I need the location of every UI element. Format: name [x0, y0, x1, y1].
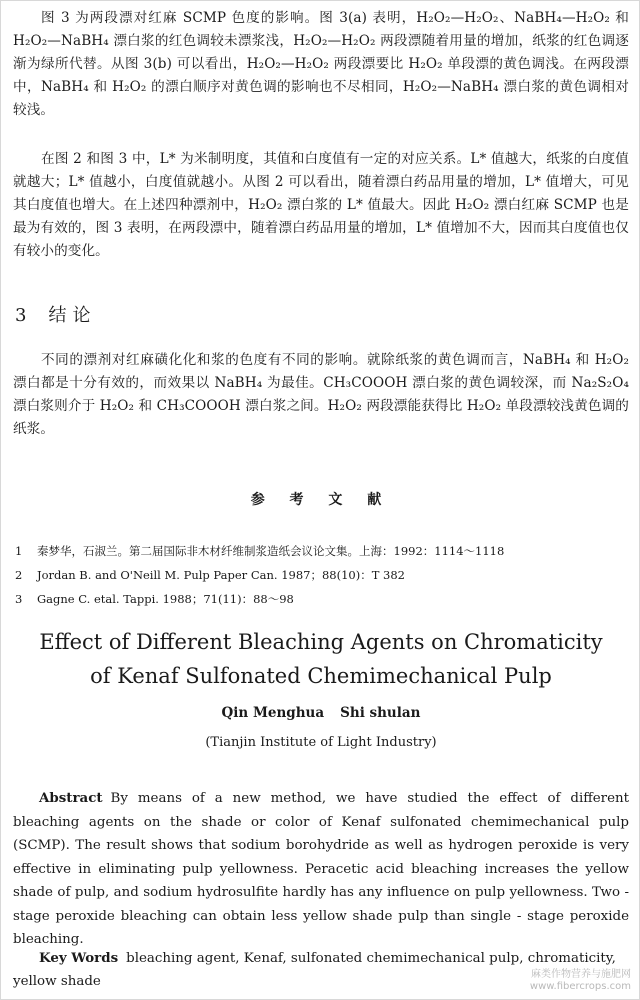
- reference-item: [15, 539, 627, 563]
- author-2: Shi shulan: [340, 705, 421, 721]
- reference-number: 2: [15, 568, 23, 582]
- references-title: 参 考 文 献: [250, 492, 392, 508]
- paragraph-figure3-discussion: 图 3 为两段漂对红麻 SCMP 色度的影响。图 3(a) 表明，H₂O₂—H₂O₂、NaBH₄—H₂O₂ 和 H₂O₂—NaBH₄ 漂白浆的红色调较未漂浆浅，H₂O₂—H₂O₂ 两段漂随着用量的增加，纸浆的红色调逐渐为绿所代替。从图 3(b) 可以看出，H₂O₂—H₂O₂ 两段漂要比 H₂O₂ 单段漂的黄色调浅。在两段漂中，NaBH₄ 和 H₂O₂ 的漂白顺序对黄色调的影响也不尽相同，H₂O₂—NaBH₄ 漂白浆的黄色调相对较浅。: [13, 10, 629, 118]
- english-title: [1, 625, 640, 693]
- reference-text: 秦梦华，石淑兰。第二届国际非木材纤维制浆造纸会议论文集。上海：1992：1114～1118: [37, 544, 505, 558]
- watermark-line2: www.fibercrops.com: [529, 981, 631, 992]
- reference-text: Jordan B. and O'Neill M. Pulp Paper Can. 1987；88(10)：T 382: [37, 568, 405, 582]
- reference-item: [15, 563, 627, 587]
- keywords-text: bleaching agent, Kenaf, sulfonated chemimechanical pulp, chromaticity, yellow shade: [13, 951, 616, 989]
- section-number: 3: [15, 305, 27, 326]
- author-1: Qin Menghua: [221, 705, 325, 721]
- references-list: [15, 539, 627, 611]
- keywords-label: Key Words: [39, 950, 119, 966]
- abstract-text: By means of a new method, we have studied the effect of different bleaching agents on the shade or color of Kenaf sulfonated chemimechanical pulp (SCMP). The result shows that sodium borohydride as well as hydrogen peroxide is very effective in eliminating pulp yellowness. Peracetic acid bleaching increases the yellow shade of pulp, and sodium hydrosulfite hardly has any influence on pulp yellowness. Two - stage peroxide bleaching can obtain less yellow shade pulp than single - stage peroxide bleaching.: [13, 791, 629, 947]
- section-heading-conclusion: [15, 301, 96, 327]
- english-title-line1: Effect of Different Bleaching Agents on Chromaticity: [39, 630, 603, 654]
- paragraph-conclusion: 不同的漂剂对红麻磺化化和浆的色度有不同的影响。就除纸浆的黄色调而言，NaBH₄ 和 H₂O₂ 漂白都是十分有效的，而效果以 NaBH₄ 为最佳。CH₃COOOH 漂白浆的黄色调较深，而 Na₂S₂O₄ 漂白浆则介于 H₂O₂ 和 CH₃COOOH 漂白浆之间。H₂O₂ 两段漂能获得比 H₂O₂ 单段漂较浅黄色调的纸浆。: [13, 352, 629, 437]
- abstract-label: Abstract: [39, 790, 103, 806]
- reference-text: Gagne C. etal. Tappi. 1988；71(11)：88～98: [37, 592, 294, 606]
- reference-item: [15, 587, 627, 611]
- section-title: 结论: [48, 305, 97, 326]
- paragraph-lightness-discussion: 在图 2 和图 3 中，L* 为米制明度，其值和白度值有一定的对应关系。L* 值越大，纸浆的白度值就越大；L* 值越小，白度值就越小。从图 2 可以看出，随着漂白药品用量的增加，L* 值增大，可见其白度值也增大。在上述四种漂剂中，H₂O₂ 漂白浆的 L* 值最大。因此 H₂O₂ 漂白红麻 SCMP 也是最为有效的，图 3 表明，在两段漂中，随着漂白药品用量的增加，L* 值增加不大，因而其白度值也仅有较小的变化。: [13, 151, 629, 259]
- watermark-line1: 麻类作物营养与施肥网: [531, 969, 631, 980]
- authors: [1, 705, 640, 721]
- english-title-line2: of Kenaf Sulfonated Chemimechanical Pulp: [90, 664, 552, 688]
- reference-number: 1: [15, 544, 23, 558]
- watermark: [530, 969, 631, 993]
- affiliation: (Tianjin Institute of Light Industry): [205, 735, 437, 750]
- reference-number: 3: [15, 592, 23, 606]
- abstract: [13, 787, 629, 952]
